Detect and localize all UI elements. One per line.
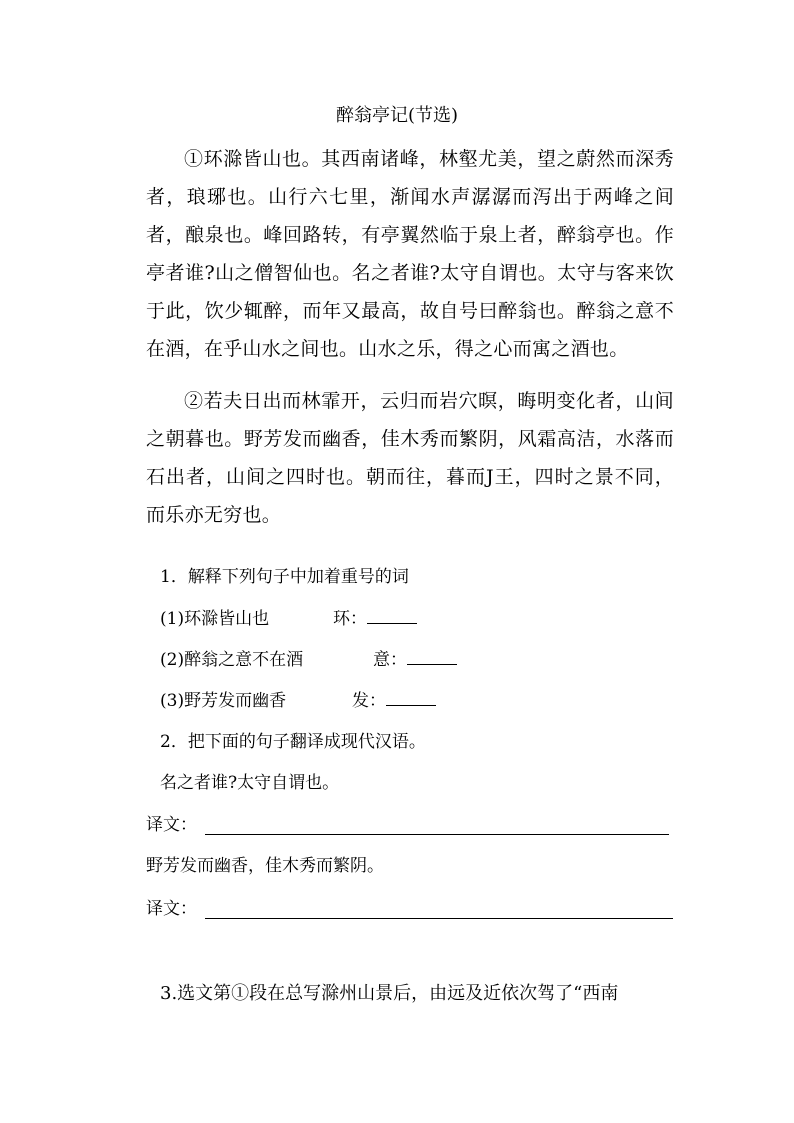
question-3-text: 3.选文第①段在总写滁州山景后，由远及近依次驾了“西南: [160, 983, 619, 1004]
paragraph-2: ②若夫日出而林霏开，云归而岩穴暝，晦明变化者，山间之朝暮也。野芳发而幽香，佳木秀而繁阴，风霜高洁，水落而石出者，山间之四时也。朝而往，暮而J王，四时之景不同，而乐亦无穷也。: [146, 390, 674, 526]
item-3-answer-blank[interactable]: [386, 687, 436, 706]
question-2-sentence-1: 名之者谁?太守自谓也。: [160, 773, 340, 793]
question-1-heading: 1．解释下列句子中加着重号的词: [160, 567, 409, 587]
item-1-word: 环：: [333, 609, 367, 629]
question-2-sentence-2: 野芳发而幽香，佳木秀而繁阴。: [146, 856, 384, 876]
item-3-sentence: (3)野芳发而幽香: [160, 691, 287, 711]
answer-2-label: 译文：: [146, 899, 197, 919]
item-2-answer-blank[interactable]: [407, 646, 457, 665]
question-1-item-3: [160, 687, 436, 714]
paragraph-1: ①环滁皆山也。其西南诸峰，林壑尤美，望之蔚然而深秀者，琅琊也。山行六七里，渐闻水声潺潺而泻出于两峰之间者，酿泉也。峰回路转，有亭翼然临于泉上者，醉翁亭也。作亭者谁?山之僧智仙也。名之者谁?太守自谓也。太守与客来饮于此，饮少辄醉，而年又最高，故自号曰醉翁也。醉翁之意不在酒，在乎山水之间也。山水之乐，得之心而寓之酒也。: [146, 148, 674, 360]
item-1-sentence: (1)环滁皆山也: [160, 609, 270, 629]
answer-1-line[interactable]: [205, 833, 669, 835]
question-2-heading: 2．把下面的句子翻译成现代汉语。: [160, 732, 426, 752]
answer-2-line[interactable]: [205, 917, 673, 919]
document-title: 醉翁亭记(节选): [335, 105, 459, 126]
item-2-sentence: (2)醉翁之意不在酒: [160, 650, 304, 670]
question-1-item-2: [160, 646, 457, 673]
item-2-word: 意：: [373, 650, 407, 670]
question-1-item-1: [160, 605, 417, 632]
item-1-answer-blank[interactable]: [367, 605, 417, 624]
answer-1-label: 译文：: [146, 815, 197, 835]
item-3-word: 发：: [352, 691, 386, 711]
